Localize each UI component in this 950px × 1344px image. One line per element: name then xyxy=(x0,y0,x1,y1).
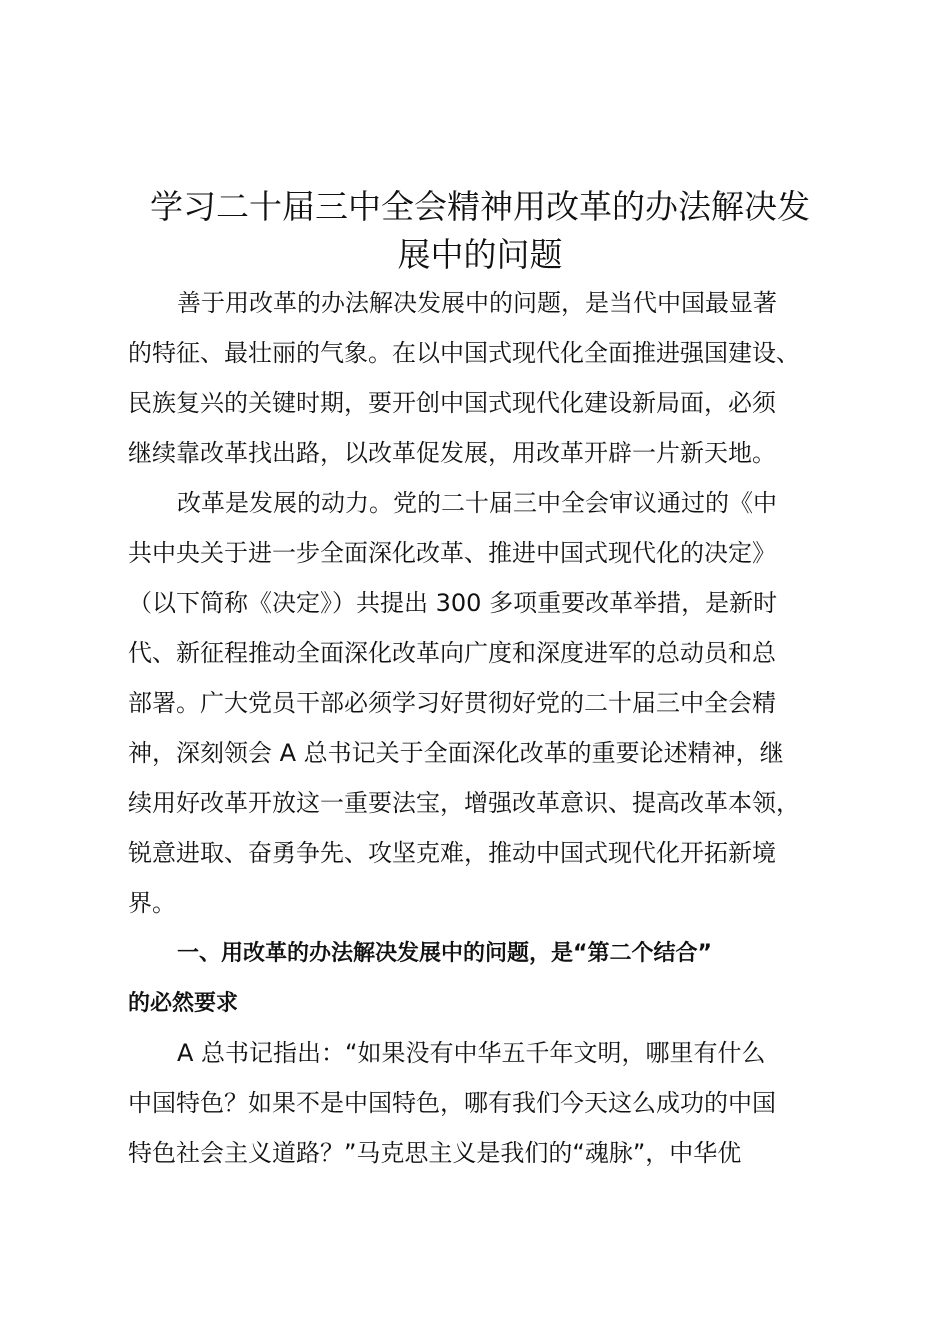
paragraph-3-line: 中国特色？如果不是中国特色，哪有我们今天这么成功的中国 xyxy=(128,1089,776,1117)
paragraph-1-line: 民族复兴的关键时期，要开创中国式现代化建设新局面，必须 xyxy=(128,389,776,417)
section-heading-line: 一、用改革的办法解决发展中的问题，是“第二个结合” xyxy=(177,941,712,966)
paragraph-1-line: 继续靠改革找出路，以改革促发展，用改革开辟一片新天地。 xyxy=(128,439,776,467)
paragraph-2-line: 代、新征程推动全面深化改革向广度和深度进军的总动员和总 xyxy=(128,639,776,667)
document-title-line-2: 展中的问题 xyxy=(397,235,563,274)
paragraph-2-line: 神，深刻领会 A 总书记关于全面深化改革的重要论述精神，继 xyxy=(128,739,784,767)
section-heading-line: 的必然要求 xyxy=(128,991,239,1016)
paragraph-2-line: （以下简称《决定》）共提出 300 多项重要改革举措，是新时 xyxy=(128,589,778,617)
paragraph-3-line: A 总书记指出：“如果没有中华五千年文明，哪里有什么 xyxy=(177,1039,766,1067)
document-title-line-1: 学习二十届三中全会精神用改革的办法解决发 xyxy=(150,187,810,226)
paragraph-1-line: 的特征、最壮丽的气象。在以中国式现代化全面推进强国建设、 xyxy=(128,339,800,367)
paragraph-2-line: 改革是发展的动力。党的二十届三中全会审议通过的《中 xyxy=(177,489,777,517)
paragraph-2-line: 锐意进取、奋勇争先、攻坚克难，推动中国式现代化开拓新境 xyxy=(128,839,776,867)
paragraph-3-line: 特色社会主义道路？”马克思主义是我们的“魂脉”，中华优 xyxy=(128,1139,742,1167)
paragraph-2-line: 界。 xyxy=(128,889,176,917)
paragraph-1-line: 善于用改革的办法解决发展中的问题，是当代中国最显著 xyxy=(177,289,777,317)
paragraph-2-line: 部署。广大党员干部必须学习好贯彻好党的二十届三中全会精 xyxy=(128,689,776,717)
paragraph-2-line: 共中央关于进一步全面深化改革、推进中国式现代化的决定》 xyxy=(128,539,776,567)
paragraph-2-line: 续用好改革开放这一重要法宝，增强改革意识、提高改革本领， xyxy=(128,789,800,817)
